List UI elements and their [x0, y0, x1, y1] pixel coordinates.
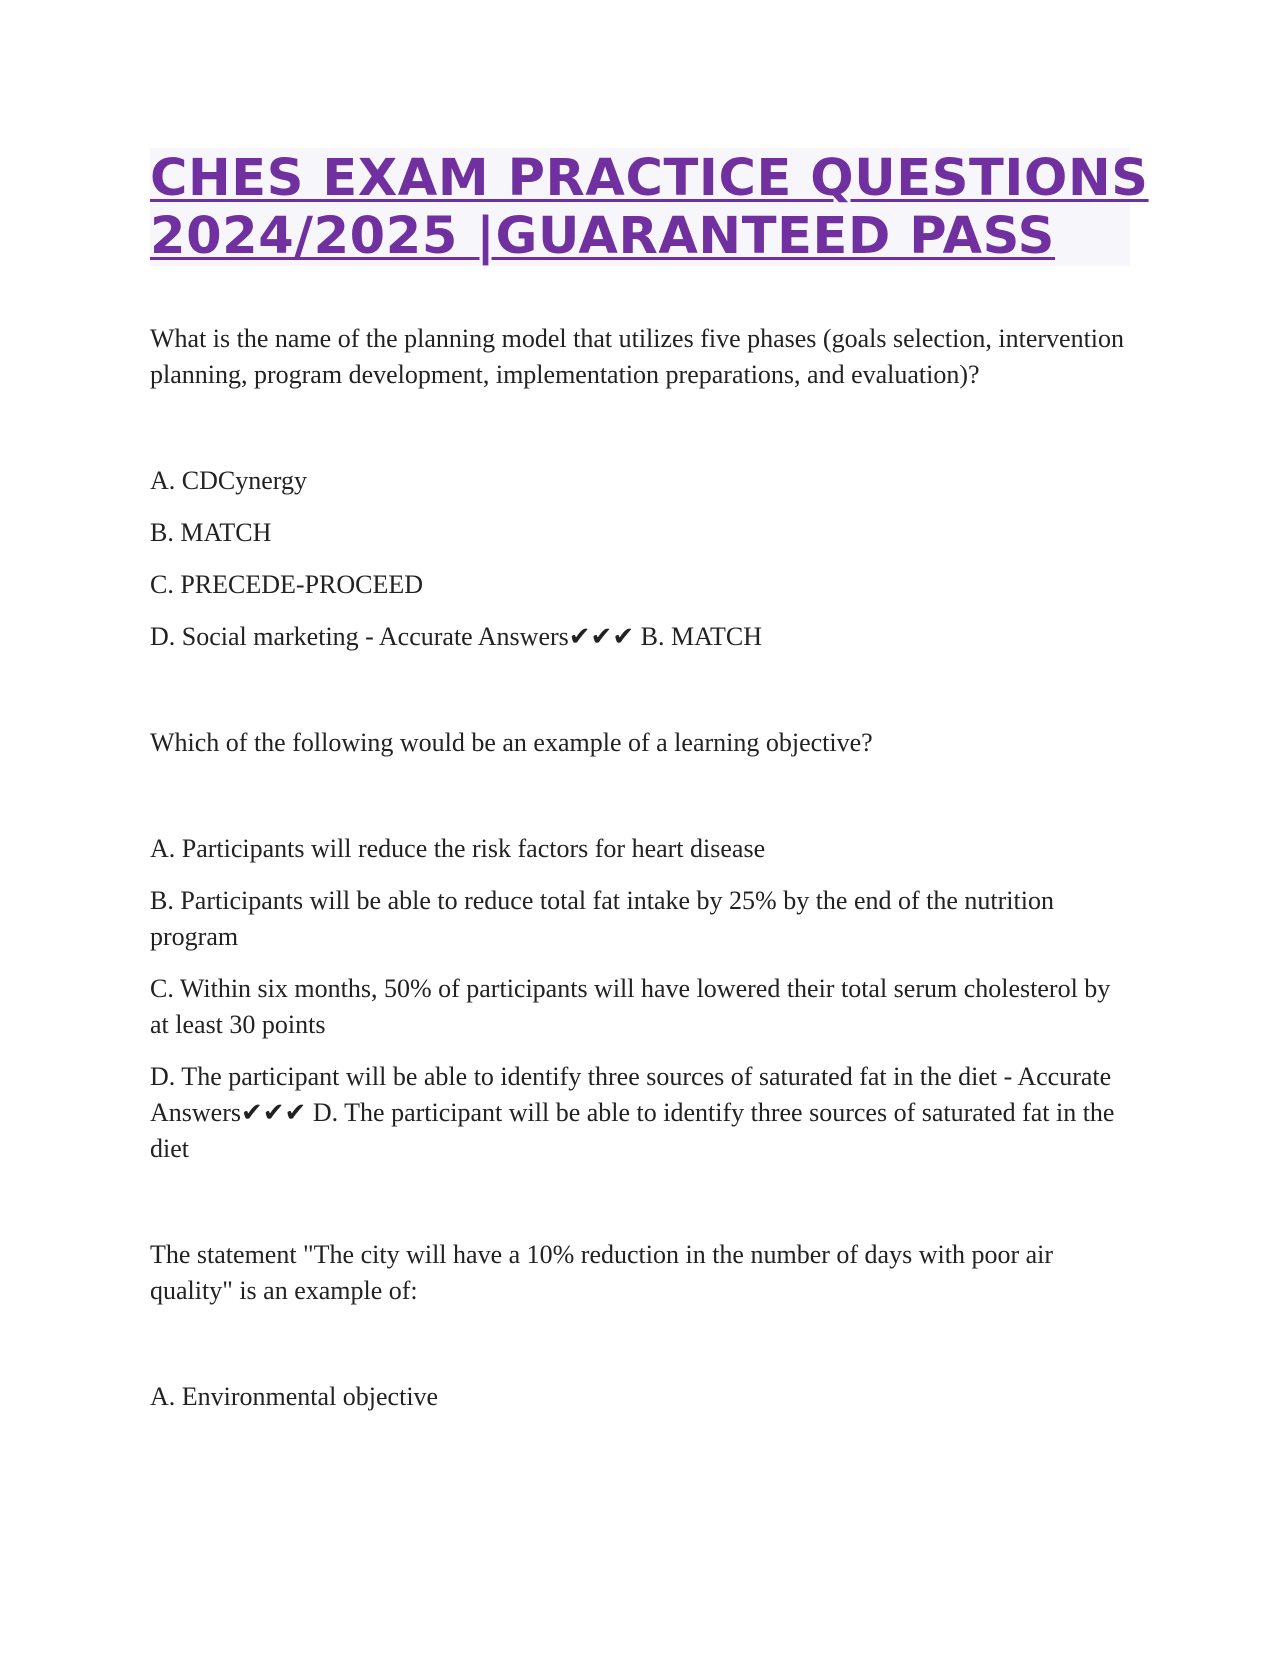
title-line-2: 2024/2025 |GUARANTEED PASS — [150, 207, 1055, 266]
question-text: Which of the following would be an example of a learning objective? — [150, 728, 873, 757]
question-block-3 — [150, 1237, 1130, 1415]
title-line-1: CHES EXAM PRACTICE QUESTIONS — [150, 149, 1149, 208]
option-c: C. PRECEDE-PROCEED — [150, 570, 424, 599]
question-text: The statement "The city will have a 10% reduction in the number of days with poor air quality" is an example of: — [150, 1240, 1054, 1305]
option-b: B. MATCH — [150, 518, 272, 547]
option-d-with-answer: D. Social marketing - Accurate Answers✔✔✔ B. MATCH — [150, 622, 762, 651]
question-block-2 — [150, 725, 1130, 1167]
option-a: A. Environmental objective — [150, 1382, 439, 1411]
document-page — [150, 148, 1149, 1415]
option-b: B. Participants will be able to reduce total fat intake by 25% by the end of the nutrition program — [150, 886, 1054, 951]
option-d-with-answer: D. The participant will be able to identify three sources of saturated fat in the diet - Accurate Answers✔✔✔ D. The participant will be able to identify three sources of saturated fat in the diet — [150, 1062, 1115, 1163]
document-title — [150, 148, 1149, 266]
option-a: A. CDCynergy — [150, 466, 307, 495]
option-c: C. Within six months, 50% of participants will have lowered their total serum cholesterol by at least 30 points — [150, 974, 1111, 1039]
option-a: A. Participants will reduce the risk factors for heart disease — [150, 834, 766, 863]
question-text: What is the name of the planning model that utilizes five phases (goals selection, intervention planning, program development, implementation preparations, and evaluation)? — [150, 324, 1125, 389]
question-block-1 — [150, 321, 1130, 655]
